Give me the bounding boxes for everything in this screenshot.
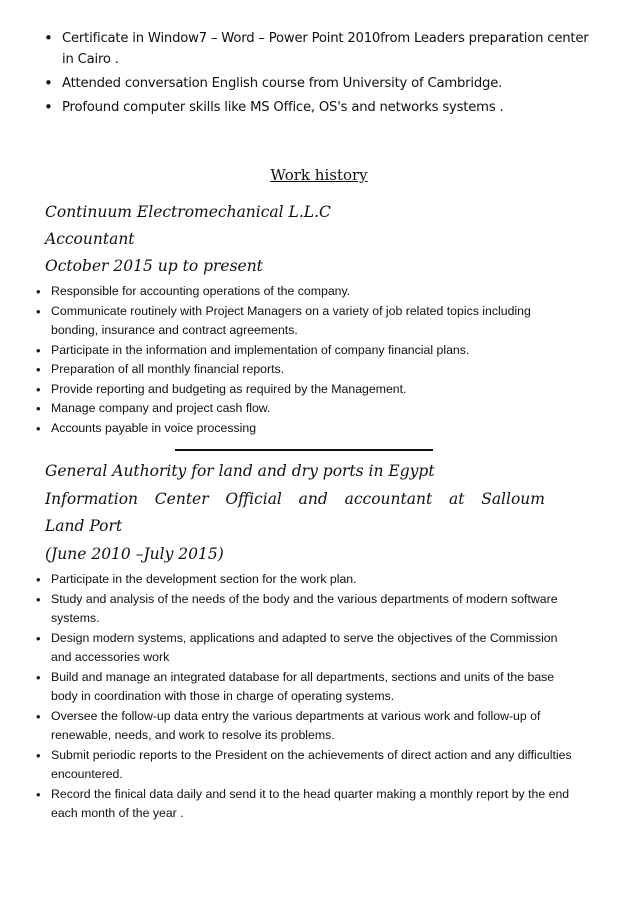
list-item: • Provide reporting and budgeting as required by the Management. (36, 380, 576, 400)
section-heading (0, 166, 638, 185)
job2-company: General Authority for land and dry ports in Egypt (45, 462, 435, 480)
skills-list (38, 28, 598, 121)
job1-company: Continuum Electromechanical L.L.C (45, 203, 331, 221)
list-item: • Build and manage an integrated database for all departments, sections and units of the base body in coordination with those in charge of operating systems. (36, 668, 576, 707)
list-item: • Participate in the information and implementation of company financial plans. (36, 341, 576, 361)
job2-period: (June 2010 –July 2015) (45, 545, 224, 563)
job2-title-line1: Information Center Official and accountant at Salloum (45, 490, 545, 508)
work-history-title: Work history (270, 166, 368, 184)
job2-title-line2: Land Port (45, 517, 123, 535)
list-item: • Certificate in Window7 – Word – Power Point 2010from Leaders preparation center in Cairo . (38, 28, 598, 70)
list-item: • Profound computer skills like MS Office, OS's and networks systems . (38, 97, 598, 118)
list-item: • Accounts payable in voice processing (36, 419, 576, 439)
list-item: • Oversee the follow-up data entry the various departments at various work and follow-up of renewable, needs, and work to resolve its problems. (36, 707, 576, 746)
list-item: • Participate in the development section for the work plan. (36, 570, 576, 590)
list-item: • Communicate routinely with Project Managers on a variety of job related topics including bonding, insurance and contract agreements. (36, 302, 576, 341)
job2-duties (36, 570, 576, 824)
list-item: • Record the finical data daily and send it to the head quarter making a monthly report by the end each month of the year . (36, 785, 576, 824)
job1-title: Accountant (45, 230, 135, 248)
list-item: • Study and analysis of the needs of the body and the various departments of modern software systems. (36, 590, 576, 629)
divider (175, 449, 433, 451)
list-item: • Preparation of all monthly financial reports. (36, 360, 576, 380)
list-item: • Submit periodic reports to the President on the achievements of direct action and any difficulties encountered. (36, 746, 576, 785)
list-item: • Attended conversation English course from University of Cambridge. (38, 73, 598, 94)
job1-duties (36, 282, 576, 438)
job1-period: October 2015 up to present (45, 257, 263, 275)
list-item: • Responsible for accounting operations of the company. (36, 282, 576, 302)
list-item: • Design modern systems, applications and adapted to serve the objectives of the Commission and accessories work (36, 629, 576, 668)
list-item: • Manage company and project cash flow. (36, 399, 576, 419)
